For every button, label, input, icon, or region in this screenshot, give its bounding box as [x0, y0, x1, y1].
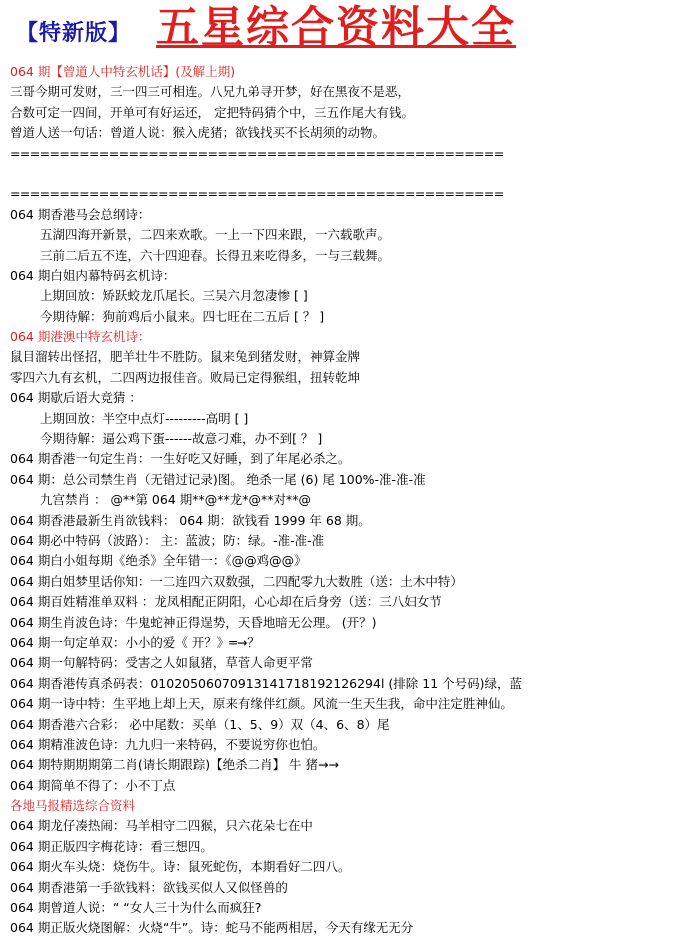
text-line: 064 期香港一句定生肖：一生好吃又好睡，到了年尾必杀之。	[10, 451, 351, 467]
text-line: 064 期白小姐每期《绝杀》全年错一：《@@鸡@@》	[10, 553, 307, 569]
text-line: 064 期：总公司禁生肖（无错过记录)图。 绝杀一尾 (6) 尾 100%-准-准-准	[10, 471, 426, 487]
text-line: 上期回放：矫跃蛟龙爪尾长。三吴六月忽凄惨 [ ]	[40, 288, 308, 304]
text-line: 曾道人送一句话：曾道人说：猴入虎猪；欲钱找买不长胡须的动物。	[10, 125, 386, 141]
text-line: 零四六九有玄机，二四两边报佳音。败局已定得猴组，扭转乾坤	[10, 369, 361, 385]
separator-line: ==================================================	[10, 186, 504, 202]
text-line: 064 期火车头烧：烧伤牛。诗：鼠死蛇伤，本期看好二四八。	[10, 859, 351, 875]
text-line: 064 期香港第一手欲钱料：欲钱买似人又似怪兽的	[10, 879, 288, 895]
text-line: 合数可定一四间，开单可有好运还， 定把特码猜个中，三五作尾大有钱。	[10, 104, 414, 120]
text-line: 九宫禁肖 ： @**第 064 期**@**龙*@**对**@	[40, 492, 312, 508]
section-heading: 064 期港澳中特玄机诗：	[10, 329, 151, 345]
text-line: 064 期简单不得了：小不丁点	[10, 777, 176, 793]
text-line: 064 期精准波色诗：九九归一来特码，不要说穷你也怕。	[10, 736, 326, 752]
text-line: 064 期一句定单双：小小的爱《 开？》═→？	[10, 634, 260, 650]
text-line: 064 期香港六合彩： 必中尾数：买单（1、5、9）双（4、6、8）尾	[10, 716, 390, 732]
section-heading: 各地马报精选综合资料	[10, 798, 136, 814]
edition-badge: 【特新版】	[16, 21, 132, 46]
text-line: 064 期正版火烧图解：火烧“牛”。诗：蛇马不能两相居，今天有缘无无分	[10, 920, 414, 936]
text-line: 三前二后五不连，六十四迎春。长得丑来吃得多，一与三载舞。	[40, 247, 391, 263]
text-line: 064 期香港最新生肖欲钱料： 064 期：欲钱看 1999 年 68 期。	[10, 512, 371, 528]
text-line: 064 期正版四字梅花诗：看三想四。	[10, 838, 213, 854]
text-line: 064 期香港传真杀码表：01020506070913141718192126294l (排除 11 个号码)绿，蓝	[10, 675, 523, 691]
text-line: 五湖四海开新景，二四来欢歌。一上一下四来跟，一六载歌声。	[40, 227, 391, 243]
content-body	[10, 62, 674, 939]
page-title: 五星综合资料大全	[156, 3, 516, 53]
separator-line: ==================================================	[10, 145, 504, 161]
text-line: 今期待解：狗前鸡后小鼠来。四七旺在二五后 [ ？ ]	[40, 308, 325, 324]
text-line: 064 期生肖波色诗：牛鬼蛇神正得逞势，天昏地暗无公理。 (开？)	[10, 614, 377, 630]
section-heading: 064 期歇后语大竞猜 ：	[10, 390, 142, 406]
text-line: 上期回放：半空中点灯---------高明 [ ]	[40, 410, 249, 426]
text-line: 今期待解：逼公鸡下蛋------故意刁难，办不到[ ？ ]	[40, 431, 323, 447]
section-heading: 064 期香港马会总纲诗：	[10, 206, 151, 222]
text-line: 064 期百姓精准单双料 ：龙凤相配正阴阳，心心却在后身旁（送：三八妇女节	[10, 594, 442, 610]
header	[10, 4, 670, 56]
text-line: 064 期必中特码（波路）： 主：蓝波；防：绿。-准-准-准	[10, 532, 325, 548]
text-line: 064 期白姐梦里话你知：一二连四六双数强，二四配零九大数胜（送：土木中特）	[10, 573, 463, 589]
text-line: 064 期特期期期第二肖(请长期跟踪)【绝杀二肖】 牛 猪→→	[10, 757, 339, 773]
text-line: 064 期龙仔凑热闹：马羊相守二四猴，只六花朵七在中	[10, 818, 313, 834]
text-line: 鼠目溜转出怪招，肥羊壮牛不胜防。鼠来兔到猪发财，神算金牌	[10, 349, 361, 365]
text-line: 064 期一诗中特：生平地上却上天，原来有缘伴红颜。风流一生天生我，命中注定胜神仙。	[10, 696, 513, 712]
section-heading: 064 期白姐内幕特码玄机诗：	[10, 267, 176, 283]
blank-line	[10, 164, 674, 184]
section-heading: 064 期【曾道人中特玄机话】(及解上期)	[10, 64, 236, 79]
text-line: 064 期一句解特码：受害之人如鼠猪，草菅人命更平常	[10, 655, 313, 671]
text-line: 三哥今期可发财，三一四三可相连。八兄九弟寻开梦，好在黑夜不是恶，	[10, 84, 411, 100]
text-line: 064 期曾道人说：“ “女人三十为什么而疯狂?	[10, 900, 262, 916]
